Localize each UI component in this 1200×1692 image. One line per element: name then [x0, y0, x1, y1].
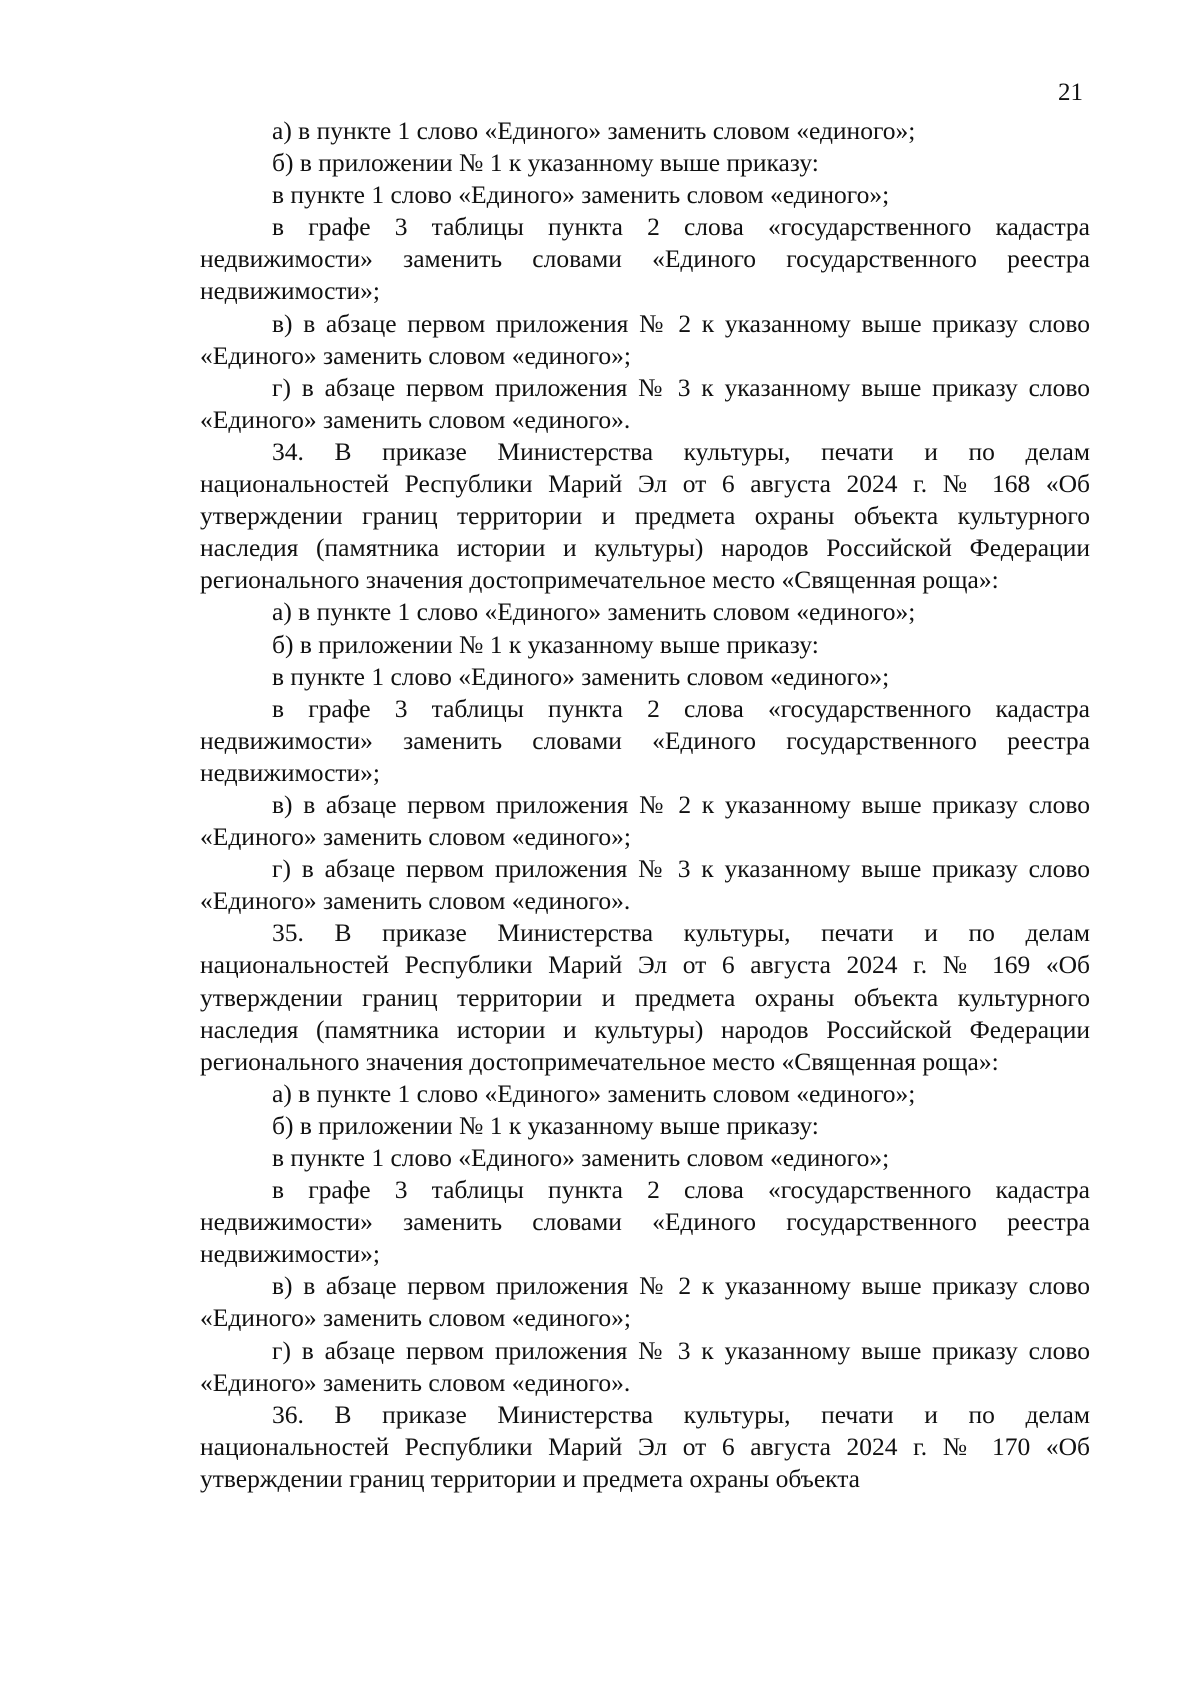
paragraph: 34. В приказе Министерства культуры, печати и по делам национальностей Республики Марий Эл от 6 августа 2024 г. № 168 «Об утверждении границ территории и предмета охраны объекта культурного наследия (памятника истории и культуры) народов Российской Федерации регионального значения достопримечательное место «Священная роща»: — [200, 436, 1090, 595]
paragraph: в) в абзаце первом приложения № 2 к указанному выше приказу слово «Единого» заменить словом «единого»; — [200, 308, 1090, 370]
paragraph: в) в абзаце первом приложения № 2 к указанному выше приказу слово «Единого» заменить словом «единого»; — [200, 789, 1090, 852]
paragraph: в пункте 1 слово «Единого» заменить словом «единого»; — [272, 1143, 890, 1172]
paragraph: а) в пункте 1 слово «Единого» заменить словом «единого»; — [272, 1078, 916, 1108]
page-number: 21 — [1058, 79, 1083, 106]
paragraph: 36. В приказе Министерства культуры, печати и по делам национальностей Республики Марий Эл от 6 августа 2024 г. № 170 «Об утверждении границ территории и предмета охраны объекта — [200, 1399, 1090, 1493]
paragraph: а) в пункте 1 слово «Единого» заменить словом «единого»; — [272, 116, 916, 145]
document-body — [200, 115, 1090, 1495]
paragraph: г) в абзаце первом приложения № 3 к указанному выше приказу слово «Единого» заменить словом «единого». — [200, 854, 1090, 916]
paragraph: 35. В приказе Министерства культуры, печати и по делам национальностей Республики Марий Эл от 6 августа 2024 г. № 169 «Об утверждении границ территории и предмета охраны объекта культурного наследия (памятника истории и культуры) народов Российской Федерации регионального значения достопримечательное место «Священная роща»: — [200, 918, 1090, 1076]
paragraph: б) в приложении № 1 к указанному выше приказу: — [272, 1110, 819, 1140]
paragraph: б) в приложении № 1 к указанному выше приказу: — [272, 148, 819, 178]
paragraph: г) в абзаце первом приложения № 3 к указанному выше приказу слово «Единого» заменить словом «единого». — [200, 1335, 1090, 1397]
paragraph: в графе 3 таблицы пункта 2 слова «государственного кадастра недвижимости» заменить словами «Единого государственного реестра недвижимости»; — [200, 1175, 1090, 1269]
paragraph: в пункте 1 слово «Единого» заменить словом «единого»; — [272, 180, 890, 210]
paragraph: г) в абзаце первом приложения № 3 к указанному выше приказу слово «Единого» заменить словом «единого». — [200, 372, 1090, 434]
paragraph: в графе 3 таблицы пункта 2 слова «государственного кадастра недвижимости» заменить словами «Единого государственного реестра недвижимости»; — [200, 693, 1090, 787]
paragraph: а) в пункте 1 слово «Единого» заменить словом «единого»; — [272, 597, 916, 627]
paragraph: в графе 3 таблицы пункта 2 слова «государственного кадастра недвижимости» заменить словами «Единого государственного реестра недвижимости»; — [200, 212, 1090, 306]
paragraph: в пункте 1 слово «Единого» заменить словом «единого»; — [272, 661, 890, 691]
paragraph: б) в приложении № 1 к указанному выше приказу: — [272, 629, 819, 659]
paragraph: в) в абзаце первом приложения № 2 к указанному выше приказу слово «Единого» заменить словом «единого»; — [200, 1271, 1090, 1333]
